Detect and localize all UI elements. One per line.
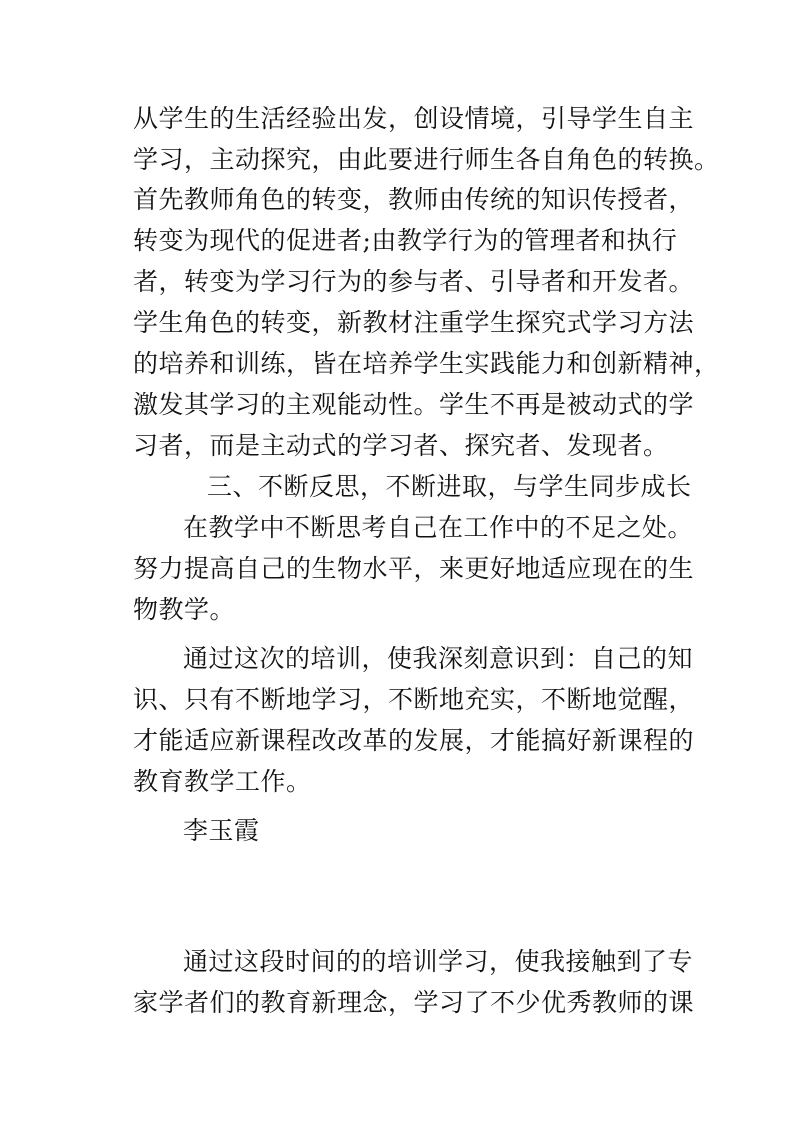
text-line: 习者，而是主动式的学习者、探究者、发现者。 — [133, 431, 669, 460]
text-line: 通过这次的培训，使我深刻意识到：自己的知 — [183, 644, 694, 673]
text-line: 学生角色的转变，新教材注重学生探究式学习方法 — [133, 308, 695, 337]
text-line: 在教学中不断思考自己在工作中的不足之处。 — [183, 513, 694, 542]
text-line: 物教学。 — [133, 595, 236, 624]
text-line: 首先教师角色的转变，教师由传统的知识传授者， — [133, 185, 695, 214]
text-line: 才能适应新课程改改革的发展，才能搞好新课程的 — [133, 726, 695, 755]
text-line: 家学者们的教育新理念，学习了不少优秀教师的课 — [133, 988, 695, 1017]
text-line: 通过这段时间的的培训学习，使我接触到了专 — [183, 947, 694, 976]
text-line: 教育教学工作。 — [133, 767, 312, 796]
text-line: 的培养和训练，皆在培养学生实践能力和创新精神， — [133, 349, 720, 378]
text-line: 从学生的生活经验出发，创设情境，引导学生自主 — [133, 104, 695, 133]
text-line: 努力提高自己的生物水平，来更好地适应现在的生 — [133, 554, 695, 583]
text-line: 激发其学习的主观能动性。学生不再是被动式的学 — [133, 390, 695, 419]
text-line: 学习，主动探究，由此要进行师生各自角色的转换。 — [133, 145, 720, 174]
author-name: 李玉霞 — [183, 816, 260, 845]
text-line: 识、只有不断地学习，不断地充实，不断地觉醒， — [133, 685, 695, 714]
text-line: 转变为现代的促进者;由教学行为的管理者和执行 — [133, 226, 678, 255]
text-line: 者，转变为学习行为的参与者、引导者和开发者。 — [133, 267, 695, 296]
section-heading: 三、不断反思，不断进取，与学生同步成长 — [207, 472, 692, 501]
